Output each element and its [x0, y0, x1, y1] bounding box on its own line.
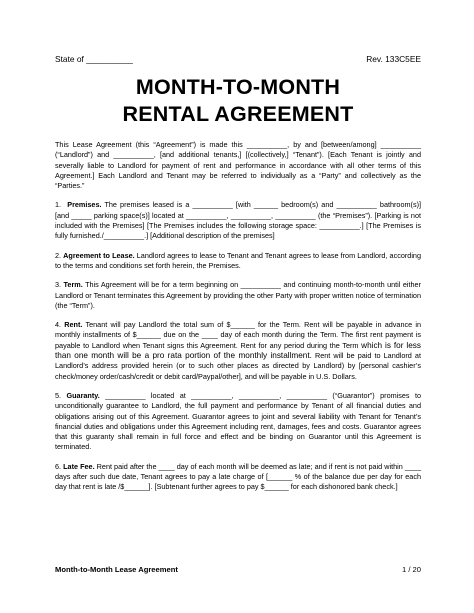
section-number: 5.	[55, 390, 62, 400]
section-heading: Term.	[63, 280, 83, 290]
section-text: Rent will be paid to Landlord at Landlord’s address provided herein (or to such other places as directed by Landlord) by [personal cashier’s check/money order/cash/credit or debit card/Paypal/other], and will be payable in U.S. Dollars.	[55, 351, 421, 381]
title-line-2: RENTAL AGREEMENT	[122, 102, 354, 126]
section-number: 2.	[55, 250, 62, 260]
section-text-emphasis: which is for less than one month will be a pro rata portion of the monthly installment.	[55, 340, 421, 361]
section-text: This Agreement will be for a term beginning on __________ and continuing month-to-month until either Landlord or Tenant terminates this Agreement by providing the other Party with proper written notice of termination (the “Term”).	[55, 280, 422, 310]
section-late-fee	[55, 462, 421, 493]
page-number: 1 / 20	[402, 565, 421, 574]
section-heading: Agreement to Lease.	[63, 250, 135, 260]
revision-number: Rev. 133C5EE	[366, 54, 421, 64]
state-field: State of __________	[55, 54, 133, 64]
section-number: 6.	[55, 461, 62, 471]
section-term	[55, 280, 421, 311]
document-footer	[55, 565, 421, 575]
document-header	[55, 54, 421, 64]
section-rent	[55, 320, 421, 382]
footer-title: Month-to-Month Lease Agreement	[55, 565, 178, 574]
intro-paragraph: This Lease Agreement (this “Agreement”) is made this __________, by and [between/among] __________ (“Landlord”) and __________, [and additional tenants,] [(collectively,] “Tenant”). [Each Tenant is jointly and severally liable to Landlord for payment of rent and performance in accordance with all other terms of this Agreement.] Each Landlord and Tenant may be referred to individually as a “Party” and collectively as the “Parties.”	[55, 140, 421, 191]
section-agreement-to-lease	[55, 251, 421, 272]
section-heading: Premises.	[67, 200, 102, 210]
section-heading: Guaranty.	[66, 390, 100, 400]
section-number: 3.	[55, 280, 62, 290]
section-text: __________ located at __________, __________, __________ (“Guarantor”) promises to unconditionally guarantee to Landlord, the full payment and performance by Tenant of all financial duties and obligations arising out of this Agreement. Guarantor agrees to joint and several liability with Tenant for Tenant’s financial duties and obligations under this Agreement including rent, damages, fees and costs. Guarantor agrees that this guaranty shall remain in full force and effect and be binding on Guarantor until this Agreement is terminated.	[55, 390, 422, 452]
section-text: Tenant will pay Landlord the total sum of $______ for the Term. Rent will be payable in advance in monthly installments of $______ due on the ____ day of each month during the Term. The first rent payment is payable to Landlord when Tenant signs this Agreement. Rent for any period during the Term	[55, 320, 421, 350]
section-text: The premises leased is a __________ [with ______ bedroom(s) and __________ bathroom(s)] [and _____ parking space(s)] located at __________, __________, __________ (the “Premises”). [Parking is not included with the Premises] [The Premises includes the following storage space: __________.] [The Premises is fully furnished./__________.] [Additional description of the premises]	[55, 200, 422, 241]
section-premises	[55, 200, 421, 241]
section-text: Landlord agrees to lease to Tenant and Tenant agrees to lease from Landlord, according to the terms and conditions set forth herein, the Premises.	[55, 250, 421, 270]
section-number: 4.	[55, 320, 62, 330]
section-heading: Rent.	[64, 320, 83, 330]
section-heading: Late Fee.	[63, 461, 95, 471]
section-text: Rent paid after the ____ day of each month will be deemed as late; and if rent is not paid within ____ days after such due date, Tenant agrees to pay a late charge of [______ % of the balance due per day for each day that rent is late /$______]. [Subtenant further agrees to pay $______ for each dishonored bank check.]	[55, 461, 422, 492]
document-title	[55, 74, 421, 128]
title-line-1: MONTH-TO-MONTH	[135, 75, 341, 99]
section-number: 1.	[55, 200, 62, 210]
section-guaranty	[55, 391, 421, 453]
